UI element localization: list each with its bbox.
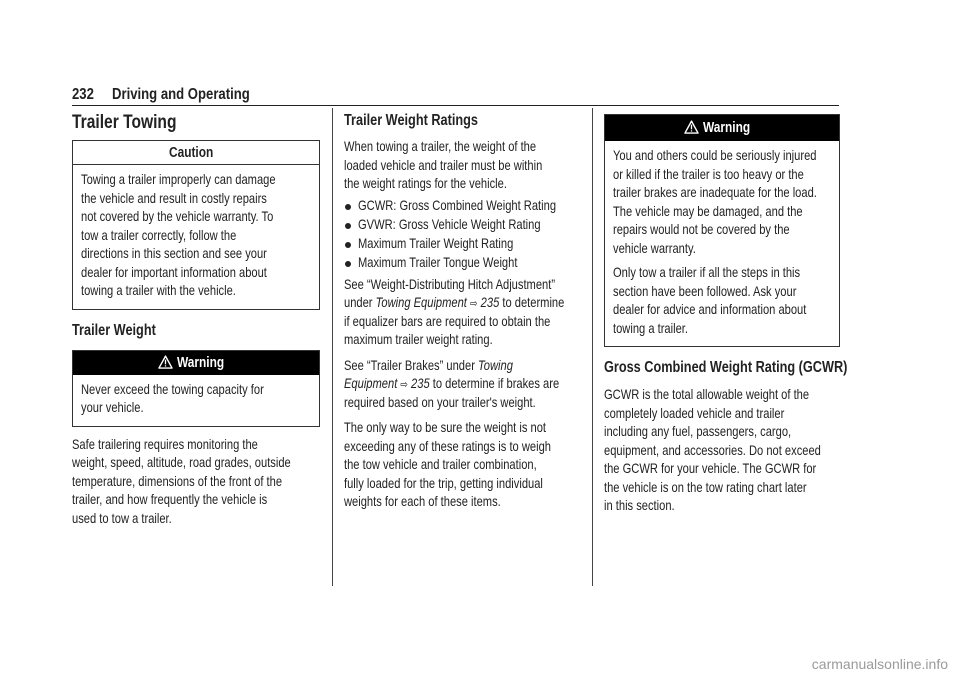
body-paragraph: The only way to be sure the weight is not exceeding any of these ratings is to weigh the tow vehicle and trailer combination, fully loaded for the trip, getting individual weights for each of these items. [344, 420, 551, 509]
column-1 [72, 110, 320, 528]
page-ref-arrow-icon: ⇨ [470, 298, 478, 310]
warning-text: Never exceed the towing capacity for your vehicle. [81, 381, 264, 415]
column-3 [604, 110, 848, 516]
list-item: GVWR: Gross Vehicle Weight Rating [344, 216, 580, 235]
caution-box [72, 140, 320, 310]
towing-equipment-link[interactable]: Towing Equipment [375, 295, 467, 310]
section-heading: Trailer Weight [72, 321, 156, 339]
page-ref-arrow-icon: ⇨ [400, 379, 408, 391]
section-heading: Gross Combined Weight Rating (GCWR) [604, 359, 848, 376]
page-title: Trailer Towing [72, 112, 177, 133]
page-reference[interactable]: 235 [411, 376, 430, 391]
section-heading: Trailer Weight Ratings [344, 112, 478, 129]
caution-text: Towing a trailer improperly can damage the vehicle and result in costly repairs not covered by the vehicle warranty. To tow a trailer correctly, follow the directions in this section and see your dealer for important information about towing a trailer with the vehicle. [81, 172, 276, 298]
warning-heading: Warning [176, 354, 224, 371]
page-header [72, 86, 839, 106]
list-item: GCWR: Gross Combined Weight Rating [344, 197, 580, 216]
body-paragraph: GCWR is the total allowable weight of the completely loaded vehicle and trailer including any fuel, passengers, cargo, equipment, and accessories. Do not exceed the GCWR for your vehicle. The GCWR for the vehicle is on the tow rating chart later in this section. [604, 387, 821, 513]
column-divider [332, 108, 333, 586]
warning-icon [158, 355, 173, 369]
hitch-reference-paragraph: See “Weight-Distributing Hitch Adjustment” under Towing Equipment ⇨ 235 to determine if equalizer bars are required to obtain the maximum trailer weight rating. [344, 276, 565, 347]
body-paragraph: Safe trailering requires monitoring the weight, speed, altitude, road grades, outside temperature, dimensions of the front of the trailer, and how frequently the vehicle is used to tow a trailer. [72, 436, 291, 526]
warning-icon [684, 120, 699, 134]
caution-heading: Caution [169, 145, 214, 161]
intro-paragraph: When towing a trailer, the weight of the loaded vehicle and trailer must be within the weight ratings for the vehicle. [344, 139, 543, 191]
list-item: Maximum Trailer Weight Rating [344, 235, 580, 254]
column-2 [344, 110, 580, 512]
column-divider [592, 108, 593, 586]
ratings-list [344, 197, 580, 273]
towing-equipment-link[interactable]: Towing [478, 357, 513, 373]
warning-text: You and others could be seriously injured or killed if the trailer is too heavy or the trailer brakes are inadequate for the load. The vehicle may be damaged, and the repairs would not be covered by the vehicle warranty. Only tow a trailer if all the steps in this section have been followed. Ask your dealer for advice and information about towing a trailer. [613, 148, 817, 336]
warning-box [72, 350, 320, 427]
watermark: carmanualsonline.info [811, 656, 948, 672]
warning-heading: Warning [702, 120, 750, 136]
warning-box [604, 114, 840, 347]
page-reference[interactable]: 235 [480, 295, 500, 310]
towing-equipment-link[interactable]: Equipment [344, 376, 398, 391]
section-title: Driving and Operating [112, 86, 250, 103]
page-number: 232 [72, 86, 94, 103]
list-item: Maximum Trailer Tongue Weight [344, 254, 580, 273]
brakes-reference-paragraph: See “Trailer Brakes” under Towing Equipment ⇨ 235 to determine if brakes are required based on your trailer's weight. [344, 357, 560, 410]
